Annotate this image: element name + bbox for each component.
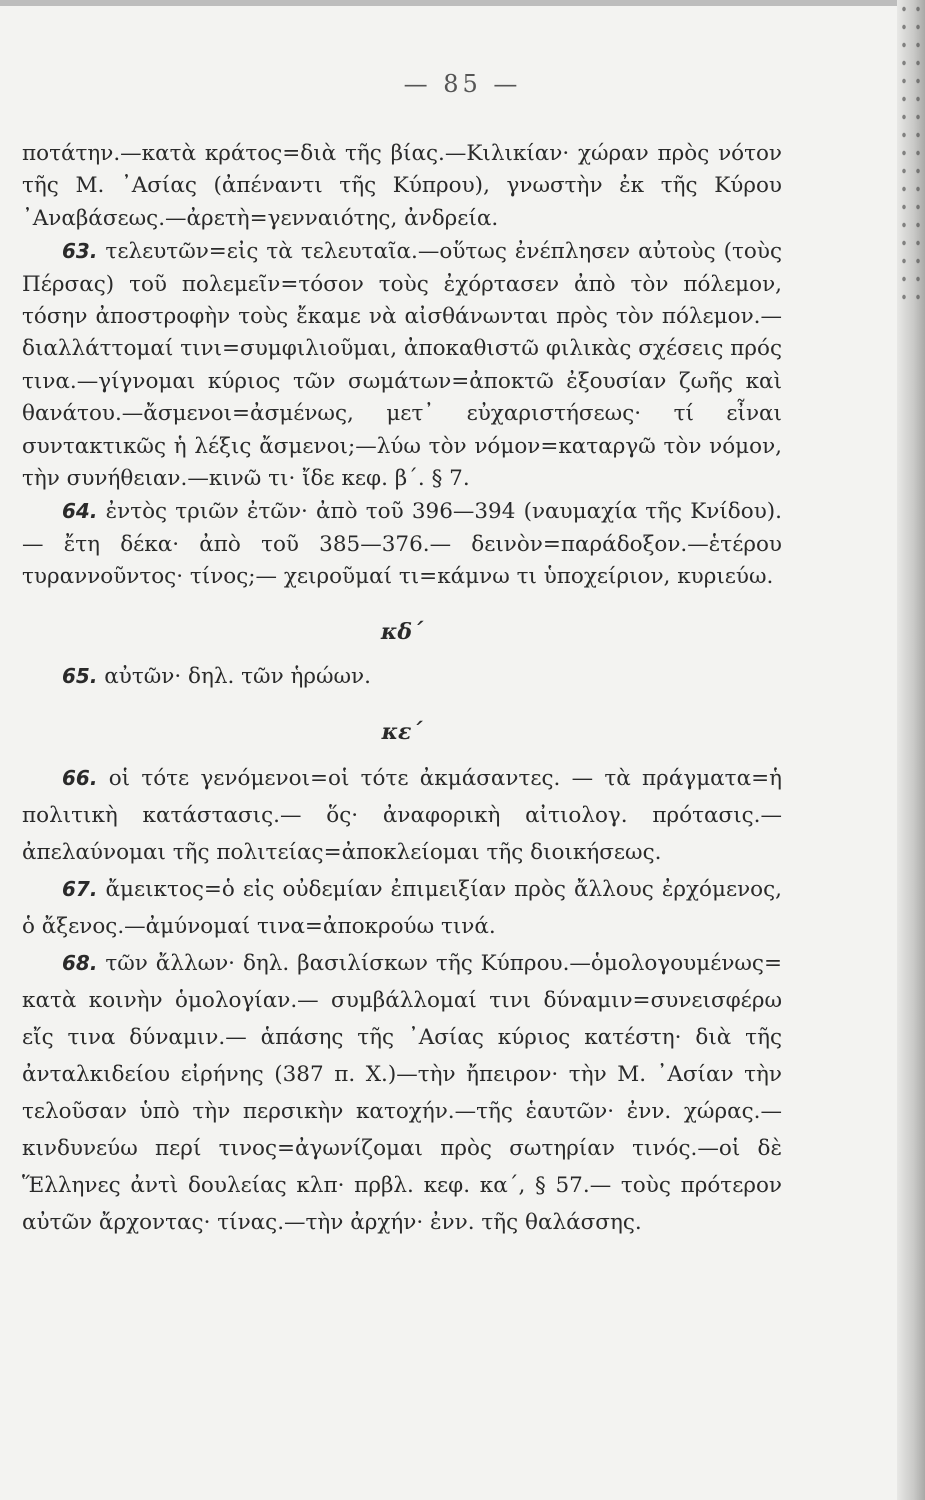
commentary-text	[22, 138, 782, 1241]
note-text: ἐντὸς τριῶν ἐτῶν· ἀπὸ τοῦ 396—394 (ναυμαχία τῆς Κνίδου).— ἔτη δέκα· ἀπὸ τοῦ 385—376.— δεινὸν=παράδοξον.—ἑτέρου τυραννοῦντος· τίνος;— χειροῦμαί τι=κάμνω τι ὑποχείριον, κυριεύω.	[22, 499, 782, 590]
scan-edge-texture	[897, 0, 925, 300]
paragraph-68	[22, 945, 782, 1241]
paragraph-67	[22, 871, 782, 945]
section-heading-kd: κδ΄	[380, 618, 424, 645]
note-number: 68.	[62, 950, 98, 975]
note-number: 65.	[62, 664, 98, 689]
note-number: 63.	[62, 239, 98, 264]
paragraph-65	[22, 660, 782, 693]
note-text: τελευτῶν=εἰς τὰ τελευταῖα.—οὕτως ἐνέπλησεν αὐτοὺς (τοὺς Πέρσας) τοῦ πολεμεῖν=τόσον τοὺς ἐχόρτασεν ἀπὸ τὸν πόλεμον, τόσην ἀποστροφὴν τοὺς ἔκαμε νὰ αἰσθάνωνται πρὸς τὸν πόλεμον.—διαλλάττομαί τινι=συμφιλιοῦμαι, ἀποκαθιστῶ φιλικὰς σχέσεις πρός τινα.—γίγνομαι κύριος τῶν σωμάτων=ἀποκτῶ ἐξουσίαν ζωῆς καὶ θανάτου.—ἄσμενοι=ἀσμένως, μετ᾿ εὐχαριστήσεως· τί εἶναι συντακτικῶς ἡ λέξις ἄσμενοι;—λύω τὸν νόμον=καταργῶ τὸν νόμον, τὴν συνήθειαν.—κινῶ τι· ἴδε κεφ. β΄. § 7.	[22, 239, 782, 492]
section-heading-ke: κε΄	[381, 718, 423, 745]
note-number: 66.	[62, 765, 98, 790]
note-text: οἱ τότε γενόμενοι=οἱ τότε ἀκμάσαντες. — τὰ πράγματα=ἡ πολιτικὴ κατάστασις.— ὅς· ἀναφορικὴ αἰτιολογ. πρότασις.— ἀπελαύνομαι τῆς πολιτείας=ἀποκλείομαι τῆς διοικήσεως.	[22, 765, 782, 865]
note-text: τῶν ἄλλων· δηλ. βασιλίσκων τῆς Κύπρου.—ὁμολογουμένως= κατὰ κοινὴν ὁμολογίαν.— συμβάλλομαί τινι δύναμιν=συνεισφέρω εἴς τινα δύναμιν.— ἁπάσης τῆς ᾿Ασίας κύριος κατέστη· διὰ τῆς ἀνταλκιδείου εἰρήνης (387 π. Χ.)—τὴν ἤπειρον· τὴν Μ. ᾿Ασίαν τὴν τελοῦσαν ὑπὸ τὴν περσικὴν κατοχήν.—τῆς ἑαυτῶν· ἐνν. χώρας.—κινδυνεύω περί τινος=ἀγωνίζομαι πρὸς σωτηρίαν τινός.—οἱ δὲ Ἕλληνες ἀντὶ δουλείας κλπ· πρβλ. κεφ. κα΄, § 57.— τοὺς πρότερον αὐτῶν ἄρχοντας· τίνας.—τὴν ἀρχήν· ἐνν. τῆς θαλάσσης.	[22, 950, 782, 1235]
paragraph-63	[22, 235, 782, 495]
note-number: 64.	[62, 499, 98, 524]
paragraph-continued: ποτάτην.—κατὰ κράτος=διὰ τῆς βίας.—Κιλικίαν· χώραν πρὸς νότον τῆς Μ. ᾿Ασίας (ἀπέναντι τῆς Κύπρου), γνωστὴν ἐκ τῆς Κύρου ᾿Αναβάσεως.—ἀρετὴ=γενναιότης, ἀνδρεία.	[22, 141, 782, 231]
note-text: αὐτῶν· δηλ. τῶν ἡρώων.	[97, 664, 371, 690]
scan-top-edge	[0, 0, 925, 6]
note-text: ἄμεικτος=ὁ εἰς οὐδεμίαν ἐπιμειξίαν πρὸς ἄλλους ἐρχόμενος, ὁ ἄξενος.—ἀμύνομαί τινα=ἀποκρούω τινά.	[22, 876, 782, 939]
paragraph-64	[22, 495, 782, 593]
paragraph-66	[22, 760, 782, 871]
page-number: — 85 —	[403, 70, 522, 98]
note-number: 67.	[62, 876, 98, 901]
